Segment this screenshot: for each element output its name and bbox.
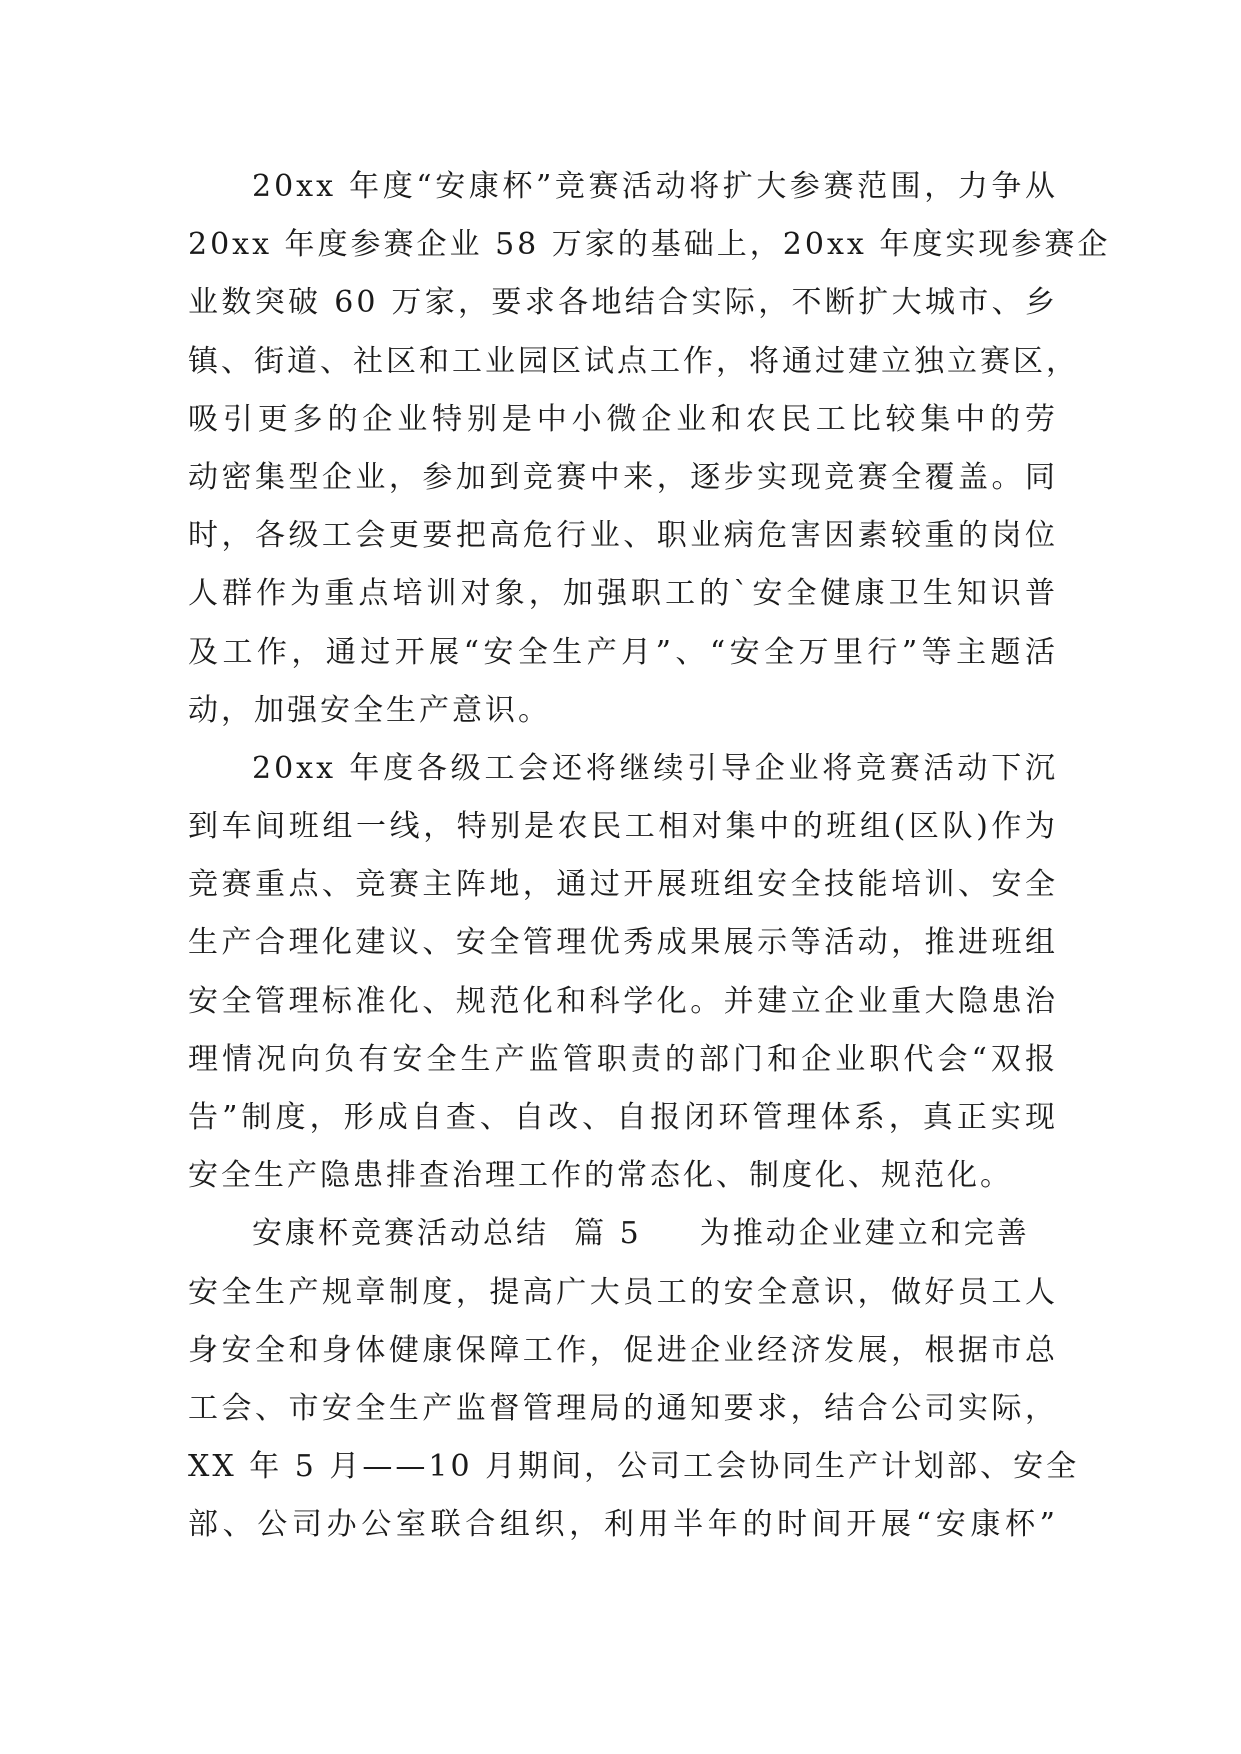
text-line: 部、公司办公室联合组织，利用半年的时间开展“安康杯” [188,1507,1058,1543]
text-line: 动密集型企业，参加到竞赛中来，逐步实现竞赛全覆盖。同 [188,459,1058,495]
text-line: 动，加强安全生产意识。 [188,692,551,728]
text-line: 镇、街道、社区和工业园区试点工作，将通过建立独立赛区， [188,343,1079,379]
text-line: 业数突破 60 万家，要求各地结合实际，不断扩大城市、乡 [188,285,1058,321]
text-line: 工会、市安全生产监督管理局的通知要求，结合公司实际， [188,1390,1058,1426]
paragraph-1 [188,158,1111,740]
text-line: 人群作为重点培训对象，加强职工的`安全健康卫生知识普 [188,576,1058,612]
text-line: 安全管理标准化、规范化和科学化。并建立企业重大隐患治 [188,983,1058,1019]
text-line: 生产合理化建议、安全管理优秀成果展示等活动，推进班组 [188,925,1058,961]
text-line: XX 年 5 月——10 月期间，公司工会协同生产计划部、安全 [188,1449,1080,1485]
text-line: 20xx 年度参赛企业 58 万家的基础上，20xx 年度实现参赛企 [188,227,1111,263]
text-line: 安全生产规章制度，提高广大员工的安全意识，做好员工人 [188,1274,1058,1310]
text-line: 到车间班组一线，特别是农民工相对集中的班组(区队)作为 [188,809,1058,845]
text-line: 20xx 年度“安康杯”竞赛活动将扩大参赛范围，力争从 [252,169,1058,204]
text-line: 及工作，通过开展“安全生产月”、“安全万里行”等主题活 [188,634,1058,670]
text-line: 20xx 年度各级工会还将继续引导企业将竞赛活动下沉 [252,750,1058,786]
text-line: 理情况向负有安全生产监管职责的部门和企业职代会“双报 [188,1041,1058,1077]
document-body [188,158,1111,1555]
section-heading: 安康杯竞赛活动总结 篇 5 [252,1216,642,1252]
text-line: 吸引更多的企业特别是中小微企业和农民工比较集中的劳 [188,401,1058,437]
text-line: 安全生产隐患排查治理工作的常态化、制度化、规范化。 [188,1158,1013,1194]
text-line: 时，各级工会更要把高危行业、职业病危害因素较重的岗位 [188,518,1058,554]
paragraph-2 [188,740,1058,1206]
text-line: 告”制度，形成自查、自改、自报闭环管理体系，真正实现 [188,1100,1058,1135]
text-line [188,1205,1058,1263]
section-first-line: 为推动企业建立和完善 [699,1216,1030,1252]
text-line: 身安全和身体健康保障工作，促进企业经济发展，根据市总 [188,1332,1058,1368]
paragraph-3 [188,1205,1080,1554]
text-line: 竞赛重点、竞赛主阵地，通过开展班组安全技能培训、安全 [188,867,1058,903]
